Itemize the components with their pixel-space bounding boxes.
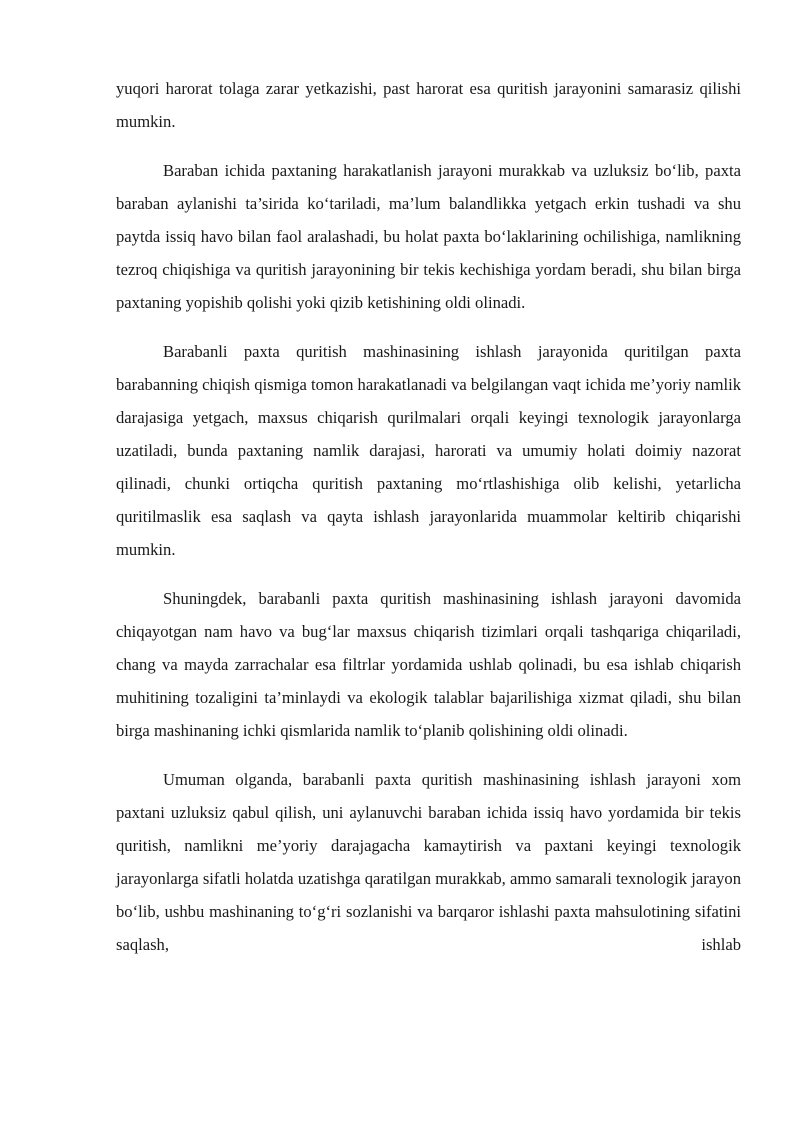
paragraph-summary: Umuman olganda, barabanli paxta quritish mashinasining ishlash jarayoni xom paxtani uzluksiz qabul qilish, uni aylanuvchi baraban ichida issiq havo yordamida bir tekis quritish, namlikni me’yoriy darajagacha kamaytirish va paxtani keyingi texnologik jarayonlarga sifatli holatda uzatishga qaratilgan murakkab, ammo samarali texnologik jarayon bo‘lib, ushbu mashinaning to‘g‘ri sozlanishi va barqaror ishlashi paxta mahsulotining sifatini saqlash, ishlab	[116, 770, 741, 954]
paragraph-continuation: yuqori harorat tolaga zarar yetkazishi, past harorat esa quritish jarayonini samarasiz qilishi mumkin.	[116, 79, 741, 131]
document-body	[116, 73, 741, 962]
paragraph-exhaust-filters: Shuningdek, barabanli paxta quritish mashinasining ishlash jarayoni davomida chiqayotgan nam havo va bug‘lar maxsus chiqarish tizimlari orqali tashqariga chiqariladi, chang va mayda zarrachalar esa filtrlar yordamida ushlab qolinadi, bu esa ishlab chiqarish muhitining tozaligini ta’minlaydi va ekologik talablar bajarilishiga xizmat qiladi, shu bilan birga mashinaning ichki qismlarida namlik to‘planib qolishining oldi olinadi.	[116, 589, 741, 740]
paragraph-output-control: Barabanli paxta quritish mashinasining ishlash jarayonida quritilgan paxta barabanning chiqish qismiga tomon harakatlanadi va belgilangan vaqt ichida me’yoriy namlik darajasiga yetgach, maxsus chiqarish qurilmalari orqali keyingi texnologik jarayonlarga uzatiladi, bunda paxtaning namlik darajasi, harorati va umumiy holati doimiy nazorat qilinadi, chunki ortiqcha quritish paxtaning mo‘rtlashishiga olib kelishi, yetarlicha quritilmaslik esa saqlash va qayta ishlash jarayonlarida muammolar keltirib chiqarishi mumkin.	[116, 342, 741, 559]
paragraph-drum-movement: Baraban ichida paxtaning harakatlanish jarayoni murakkab va uzluksiz bo‘lib, paxta baraban aylanishi ta’sirida ko‘tariladi, ma’lum balandlikka yetgach erkin tushadi va shu paytda issiq havo bilan faol aralashadi, bu holat paxta bo‘laklarining ochilishiga, namlikning tezroq chiqishiga va quritish jarayonining bir tekis kechishiga yordam beradi, shu bilan birga paxtaning yopishib qolishi yoki qizib ketishining oldi olinadi.	[116, 161, 741, 312]
